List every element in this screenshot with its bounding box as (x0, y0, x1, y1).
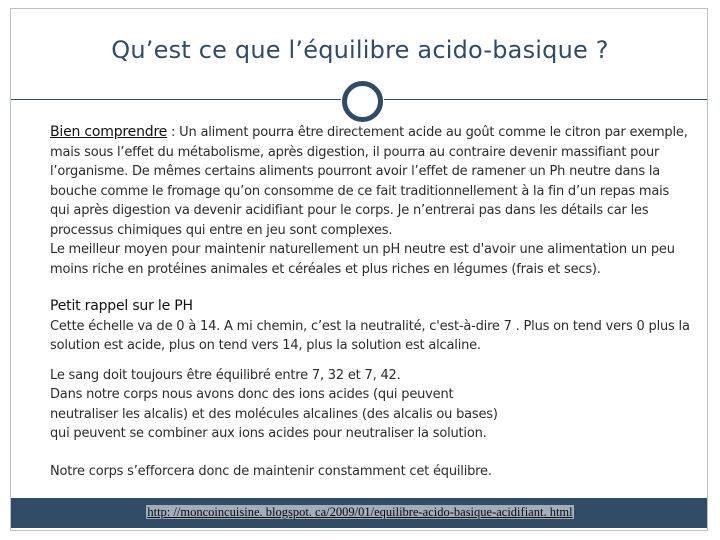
divider-circle-icon (342, 81, 383, 122)
section1-paragraph2: Le meilleur moyen pour maintenir naturellement un pH neutre est d'avoir une alimentation un peu moins riche en protéines animales et céréales et plus riches en légumes (frais et secs). (50, 242, 675, 277)
section2-paragraph1: Cette échelle va de 0 à 14. A mi chemin, c’est la neutralité, c'est-à-dire 7 . Plus on tend vers 0 plus la solution est acide, plus on tend vers 14, plus la solution est alcaline. (50, 318, 690, 353)
footer-link-container (0, 505, 720, 520)
section2-paragraph2-line1: Le sang doit toujours être équilibré entre 7, 32 et 7, 42. (50, 367, 401, 383)
source-link[interactable]: http: //moncoincuisine. blogspot. ca/2009/01/equilibre-acido-basique-acidifiant. html (147, 505, 573, 519)
title-divider-left (11, 99, 341, 100)
section1-heading: Bien comprendre (50, 124, 168, 140)
slide-title: Qu’est ce que l’équilibre acido-basique ? (111, 36, 609, 64)
section1-paragraph1 (50, 123, 690, 240)
section2-paragraph2-line2: Dans notre corps nous avons donc des ions acides (qui peuvent neutraliser les alcalis) et des molécules alcalines (des alcalis ou bases) qui peuvent se combiner aux ions acides pour neutraliser la solution. (50, 387, 498, 441)
section2-paragraph3: Notre corps s’efforcera donc de maintenir constamment cet équilibre. (50, 463, 492, 479)
slide-body (50, 123, 690, 481)
title-divider-right (384, 99, 707, 100)
section1-text: : Un aliment pourra être directement acide au goût comme le citron par exemple, mais sous l’effet du métabolisme, après digestion, il pourra au contraire devenir massifiant pour l’organisme. De mêmes certains aliments pourront avoir l’effet de ramener un Ph neutre dans la bouche comme le fromage qu’on consomme de ce fait traditionnellement à la fin d’un repas mais qui après digestion va devenir acidifiant pour le corps. Je n’entrerai pas dans les détails car les processus chimiques qui entre en jeu sont complexes. (50, 125, 688, 238)
section2-heading: Petit rappel sur le PH (50, 298, 193, 314)
